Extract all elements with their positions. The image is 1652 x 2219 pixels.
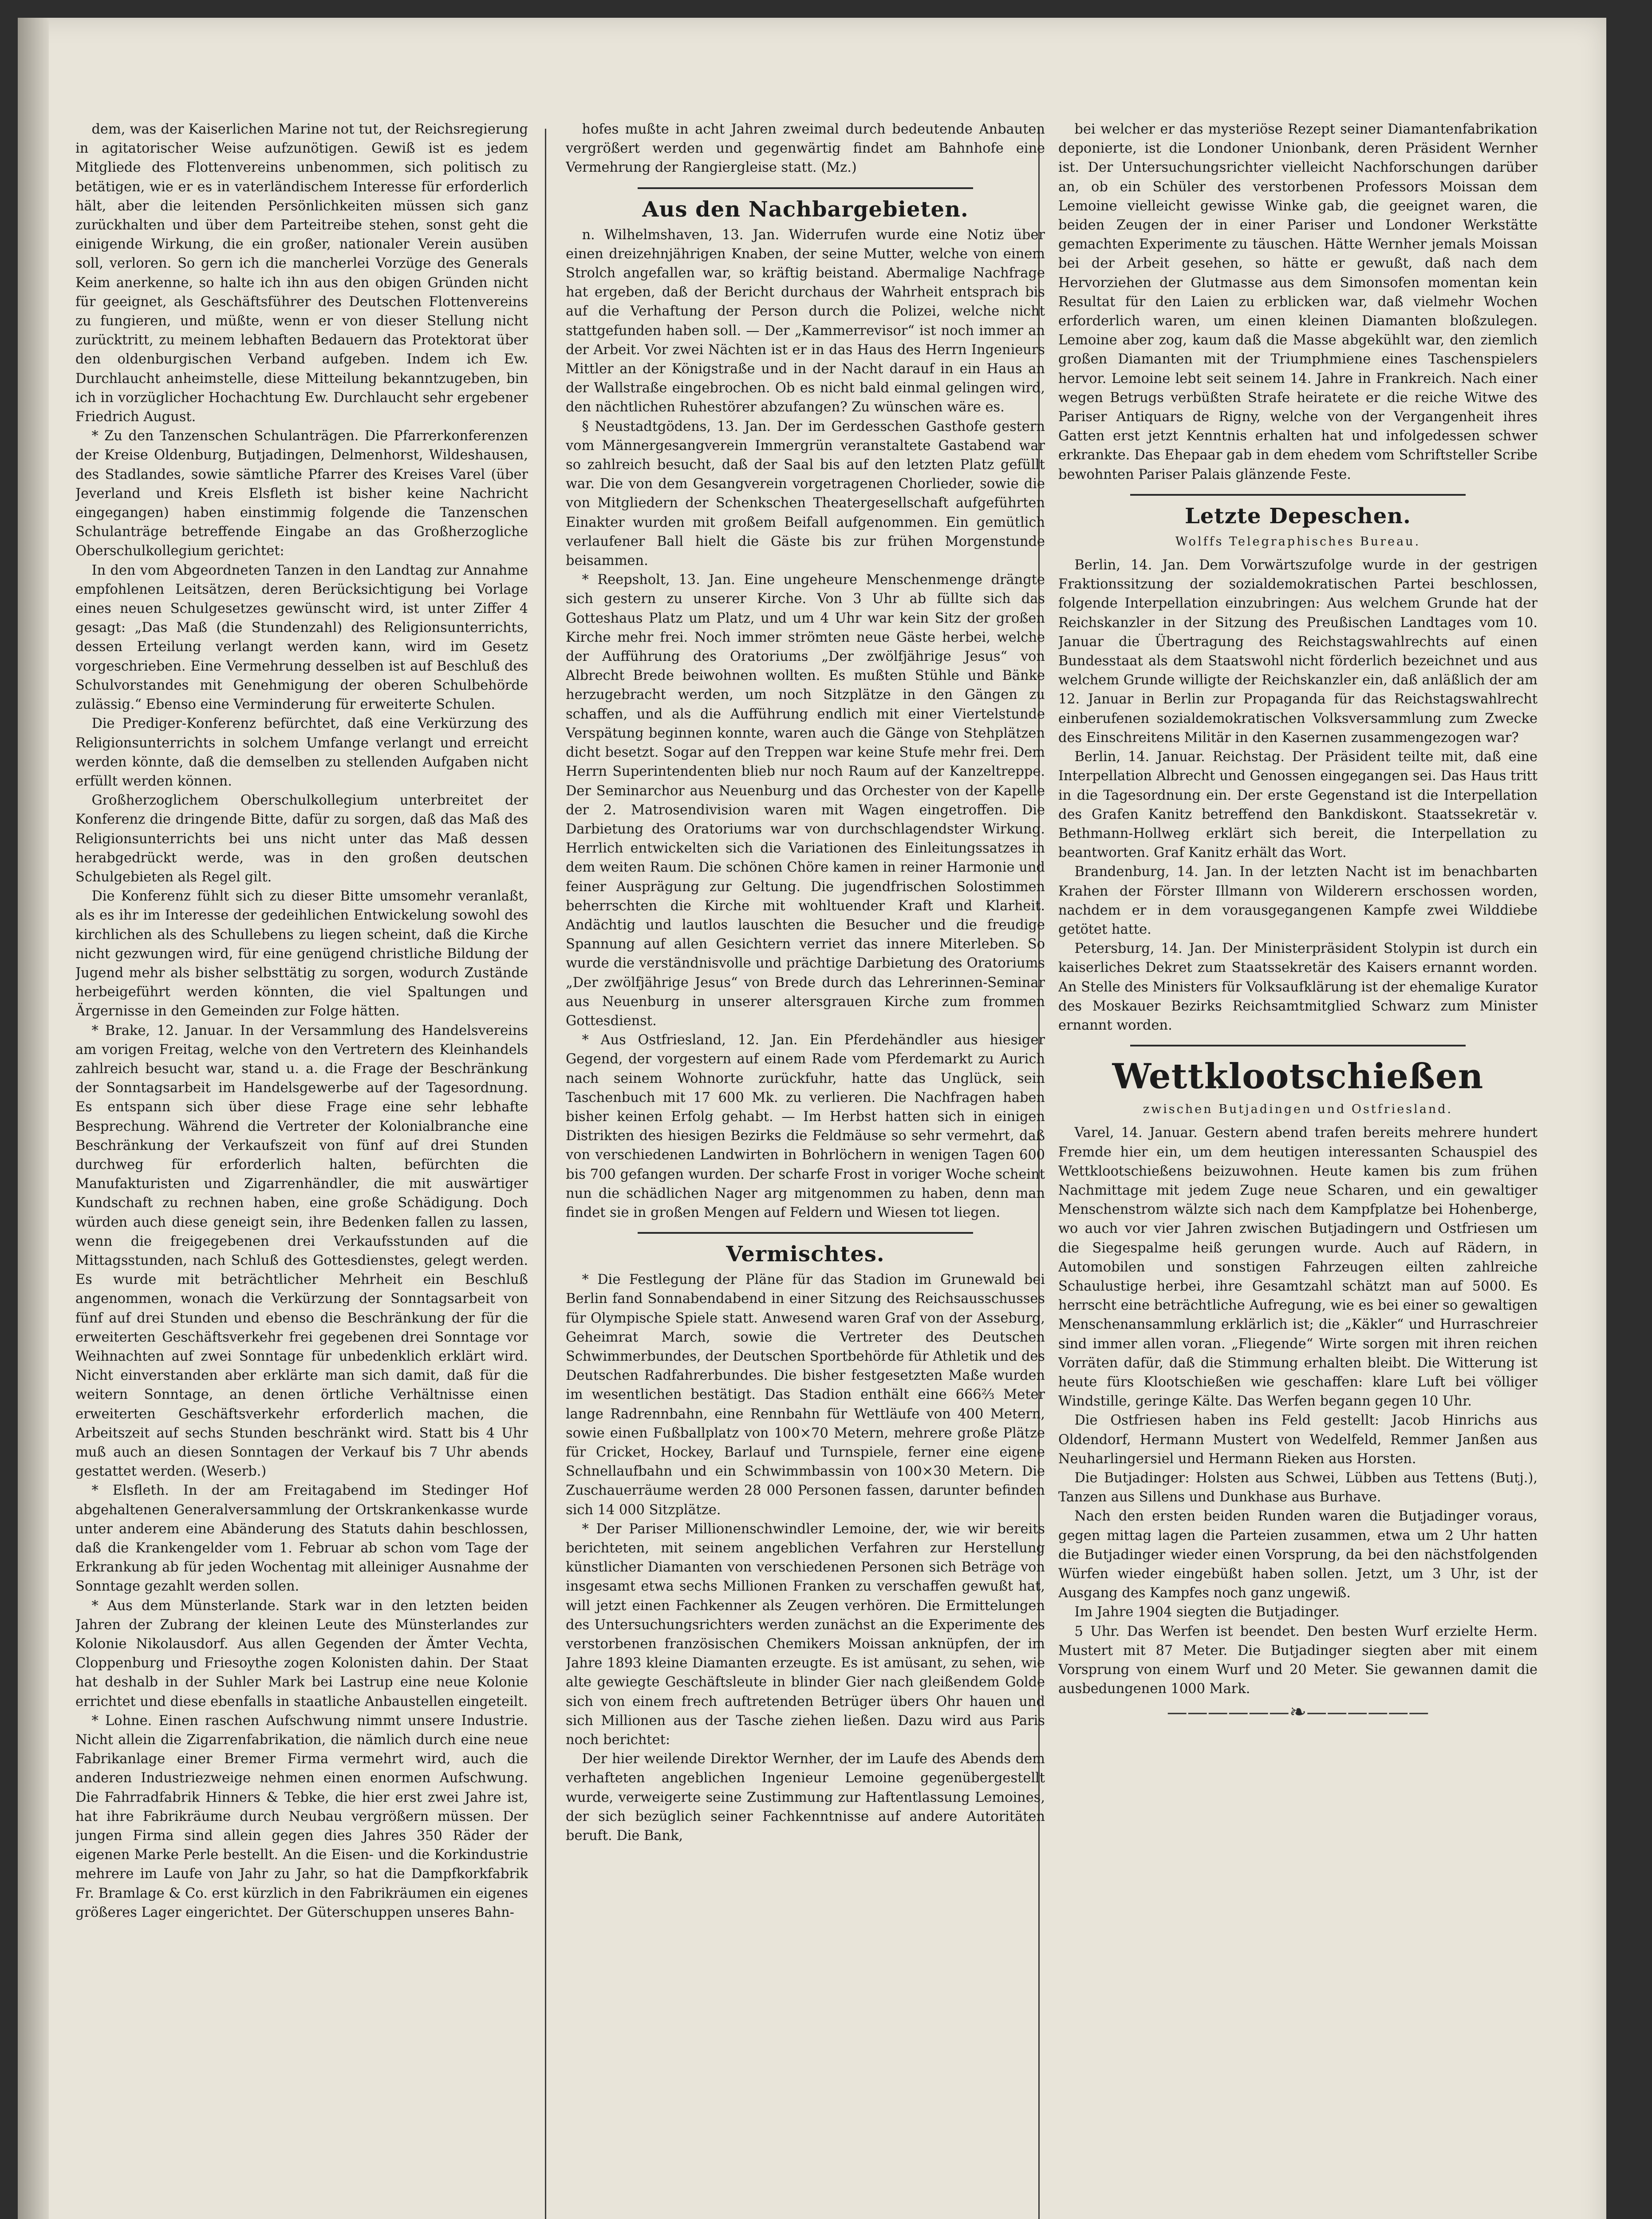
section-rule [1130, 494, 1466, 496]
article-paragraph: Nach den ersten beiden Runden waren die Butjadinger voraus, gegen mittag lagen die Parteien zusammen, etwa um 2 Uhr hatten die Butjadinger wieder einen Vorsprung, da bei den nächstfolgenden Würfen wieder eingebüßt haben sollen. Jetzt, um 3 Uhr, ist der Ausgang des Kampfes noch ganz ungewiß. [1058, 1508, 1538, 1601]
section-heading: Vermischtes. [726, 1242, 885, 1267]
article-paragraph: Im Jahre 1904 siegten die Butjadinger. [1074, 1604, 1340, 1620]
end-ornament: ——————❧—————— [1167, 1700, 1429, 1724]
article-paragraph: * Lohne. Einen raschen Aufschwung nimmt unsere Industrie. Nicht allein die Zigarrenfabrikation, die nämlich durch eine neue Fabrikanlage einer Bremer Firma vermehrt wird, auch die anderen Industriezweige nehmen einen enormen Aufschwung. Die Fahrradfabrik Hinners & Tebke, die hier erst zwei Jahre ist, hat ihre Fabrikräume durch Neubau vergrößern müssen. Der jungen Firma sind allein gegen dies Jahres 350 Räder der eigenen Marke Perle bestellt. An die Eisen- und die Korkindustrie mehrere im Laufe von Jahr zu Jahr, so hat die Dampfkorkfabrik Fr. Bramlage & Co. erst kürzlich in den Fabrikräumen ein eigenes größeres Lager eingerichtet. Der Güterschuppen unseres Bahn- [75, 1713, 528, 1920]
article-paragraph: 5 Uhr. Das Werfen ist beendet. Den besten Wurf erzielte Herm. Mustert mit 87 Meter. Die Butjadinger siegten aber mit einem Vorsprung von einem Wurf und 20 Meter. Sie gewannen damit die ausbedungenen 1000 Mark. [1058, 1623, 1538, 1697]
article-paragraph: hofes mußte in acht Jahren zweimal durch bedeutende Anbauten vergrößert werden und gegenwärtig findet am Bahnhofe eine Vermehrung der Rangiergleise statt. (Mz.) [566, 122, 1045, 176]
article-paragraph: Petersburg, 14. Jan. Der Ministerpräsident Stolypin ist durch ein kaiserliches Dekret zum Staatssekretär des Kaisers ernannt worden. An Stelle des Ministers für Volksaufklärung ist der ehemalige Kurator des Moskauer Bezirks Reichsamtmitglied Schwarz zum Minister ernannt worden. [1058, 941, 1538, 1033]
article-paragraph: dem, was der Kaiserlichen Marine not tut, der Reichsregierung in agitatorischer Weise aufzunötigen. Gewiß ist es jedem Mitgliede des Flottenvereins unbenommen, sich politisch zu betätigen, wie er es in vaterländischem Interesse für erforderlich hält, aber die leitenden Persönlichkeiten müssen sich ganz zurückhalten und über dem Parteitreibe stehen, sonst geht die einigende Wirkung, die ein großer, nationaler Verein ausüben soll, verloren. So gern ich die mancherlei Vorzüge des Generals Keim anerkenne, so halte ich ihn aus den obigen Gründen nicht für geeignet, als Geschäftsführer des Deutschen Flottenvereins zu fungieren, und müßte, wenn er von dieser Stellung nicht zurücktritt, zu meinem lebhaften Bedauern das Protektorat über den oldenburgischen Verband aufgeben. Indem ich Ew. Durchlaucht anheimstelle, diese Mitteilung bekanntzugeben, bin ich in vorzüglicher Hochachtung Ew. Durchlaucht sehr ergebener Friedrich August. [75, 122, 528, 425]
article-paragraph: In den vom Abgeordneten Tanzen in den Landtag zur Annahme empfohlenen Leitsätzen, deren Berücksichtigung bei Vorlage eines neuen Schulgesetzes gewünscht wird, ist unter Ziffer 4 gesagt: „Das Maß (die Stundenzahl) des Religionsunterrichts, dessen Erteilung verlangt werden kann, wird im Gesetz vorgeschrieben. Eine Vermehrung desselben ist auf Beschluß des Schulvorstandes mit Genehmigung der oberen Schulbehörde zulässig.“ Ebenso eine Verminderung für erweiterte Schulen. [75, 562, 528, 713]
section-rule [1130, 1045, 1466, 1046]
article-paragraph: * Der Pariser Millionenschwindler Lemoine, der, wie wir bereits berichteten, mit seinem angeblichen Verfahren zur Herstellung künstlicher Diamanten von verschiedenen Personen sich Beträge von insgesamt etwa sechs Millionen Franken zu verschaffen gewußt hat, will jetzt einen Fachkenner als Zeugen verhören. Die Ermittelungen des Untersuchungsrichters werden zunächst an die Experimente des verstorbenen französischen Chemikers Moissan anknüpfen, der im Jahre 1893 kleine Diamanten erzeugte. Es ist amüsant, zu sehen, wie alte gewiegte Geschäftsleute in blinder Gier nach gleißendem Golde sich von einem frech auftretenden Betrüger übers Ohr hauen und sich Millionen aus der Tasche ziehen ließen. Dazu wird aus Paris noch berichtet: [566, 1521, 1045, 1748]
newspaper-page [18, 18, 1606, 2219]
section-heading: Wettklootschießen [1112, 1056, 1484, 1097]
article-paragraph: Die Konferenz fühlt sich zu dieser Bitte umsomehr veranlaßt, als es ihr im Interesse der gedeihlichen Entwickelung sowohl des kirchlichen als des Schullebens zu liegen scheint, daß die Kirche nicht gezwungen wird, für eine genügend christliche Bildung der Jugend mehr als bisher selbsttätig zu sorgen, wodurch Zustände herbeigeführt werden könnten, die viel Spaltungen und Ärgernisse in den Gemeinden zur Folge hätten. [75, 888, 528, 1019]
article-paragraph: Der hier weilende Direktor Wernher, der im Laufe des Abends dem verhafteten angeblichen Ingenieur Lemoine gegenübergestellt wurde, verweigerte seine Zustimmung zur Haftentlassung Lemoines, der sich bezüglich seiner Fachkenntnisse auf andere Autoritäten beruft. Die Bank, [566, 1751, 1045, 1844]
article-paragraph: Berlin, 14. Januar. Reichstag. Der Präsident teilte mit, daß eine Interpellation Albrecht und Genossen eingegangen sei. Das Haus tritt in die Tagesordnung ein. Der erste Gegenstand ist die Interpellation des Grafen Kanitz betreffend den Bankdiskont. Staatssekretär v. Bethmann-Hollweg erklärt sich bereit, die Interpellation zu beantworten. Graf Kanitz erhält das Wort. [1058, 749, 1538, 861]
section-heading: Letzte Depeschen. [1185, 503, 1411, 529]
section-rule [638, 1232, 973, 1234]
article-paragraph: Großherzoglichem Oberschulkollegium unterbreitet der Konferenz die dringende Bitte, dafür zu sorgen, daß das Maß des Religionsunterrichts bei uns nicht unter das Maß dessen herabgedrückt werde, was in den großen deutschen Schulgebieten als Regel gilt. [75, 793, 528, 885]
section-heading: Aus den Nachbargebieten. [642, 197, 969, 222]
article-paragraph: Brandenburg, 14. Jan. In der letzten Nacht ist im benachbarten Krahen der Förster Illmann von Wilderern erschossen worden, nachdem er in dem vorausgegangenen Kampfe zwei Wilddiebe getötet hatte. [1058, 864, 1538, 937]
article-paragraph: n. Wilhelmshaven, 13. Jan. Widerrufen wurde eine Notiz über einen dreizehnjährigen Knaben, der seine Mutter, welche von einem Strolch angefallen war, so kräftig beistand. Abermalige Nachfrage hat ergeben, daß der Bericht durchaus der Wahrheit entsprach bis auf die Verhaftung der Person durch die Polizei, welche nicht stattgefunden haben soll. — Der „Kammerrevisor“ ist noch immer an der Arbeit. Vor zwei Nächten ist er in das Haus des Herrn Ingenieurs Mittler an der Königstraße und in der Nacht darauf in ein Haus an der Wallstraße eingebrochen. Ob es nicht bald einmal gelingen wird, den nächtlichen Ruhestörer abzufangen? Zu wünschen wäre es. [566, 227, 1045, 415]
article-paragraph: bei welcher er das mysteriöse Rezept seiner Diamantenfabrikation deponierte, ist die Londoner Unionbank, deren Präsident Wernher ist. Der Untersuchungsrichter vielleicht Nachforschungen darüber an, ob ein Schüler des verstorbenen Professors Moissan dem Lemoine vielleicht gewisse Winke gab, die geeignet waren, die beiden Zeugen der in einer Pariser und Londoner Werkstätte gemachten Experimente zu täuschen. Hätte Wernher jemals Moissan bei der Arbeit gesehen, so hätte er gewußt, daß nach dem Hervorziehen der Glutmasse aus dem Simonsofen momentan kein Resultat für den Laien zu erblicken war, daß vielmehr Wochen erforderlich waren, um einen kleinen Diamanten bloßzulegen. Lemoine aber zog, kaum daß die Masse abgekühlt war, den ziemlich großen Diamanten mit der Triumphmiene eines Taschenspielers hervor. Lemoine lebt seit seinem 14. Jahre in Frankreich. Nach einer wegen Betrugs verbüßten Strafe heiratete er die reiche Witwe des Pariser Antiquars de Rigny, welche von der Vergangenheit ihres Gatten erst jetzt Kenntnis erhalten hat und infolgedessen schwer erkrankte. Das Ehepaar gab in dem ehedem vom Schriftsteller Scribe bewohnten Pariser Palais glänzende Feste. [1058, 122, 1538, 482]
column-right [1058, 120, 1538, 2219]
column-middle [566, 120, 1045, 2219]
article-paragraph: * Elsfleth. In der am Freitagabend im Stedinger Hof abgehaltenen Generalversammlung der Ortskrankenkasse wurde unter anderem eine Abänderung des Statuts dahin beschlossen, daß die Krankengelder vom 1. Februar ab schon vom Tage der Erkrankung ab für jeden Wochentag mit alleiniger Ausnahme der Sonntage gezahlt werden sollen. [75, 1483, 528, 1595]
article-paragraph: * Zu den Tanzenschen Schulanträgen. Die Pfarrerkonferenzen der Kreise Oldenburg, Butjadingen, Delmenhorst, Wildeshausen, des Stadlandes, sowie sämtliche Pfarrer des Kreises Varel (über Jeverland und Kreis Elsfleth ist bisher keine Nachricht eingegangen) haben einstimmig folgende die Tanzenschen Schulanträge betreffende Eingabe an das Großherzogliche Oberschulkollegium gerichtet: [75, 428, 528, 559]
column-left [75, 120, 528, 2219]
section-rule [638, 187, 973, 189]
article-paragraph: * Die Festlegung der Pläne für das Stadion im Grunewald bei Berlin fand Sonnabendabend in einer Sitzung des Reichsausschusses für Olympische Spiele statt. Anwesend waren Graf von der Asseburg, Geheimrat March, sowie die Vertreter des Deutschen Schwimmerbundes, der Deutschen Sportbehörde für Athletik und des Deutschen Radfahrerbundes. Die bisher festgesetzten Maße wurden im wesentlichen bestätigt. Das Stadion enthält eine 666⅔ Meter lange Radrennbahn, eine Rennbahn für Wettläufe von 400 Metern, sowie einen Fußballplatz von 100×70 Metern, mehrere große Plätze für Cricket, Hockey, Barlauf und Turnspiele, ferner eine eigene Schnellaufbahn und ein Schwimmbassin von 100×30 Metern. Die Zuschauerräume werden 28 000 Personen fassen, darunter befinden sich 14 000 Sitzplätze. [566, 1272, 1045, 1518]
article-paragraph: Berlin, 14. Jan. Dem Vorwärtszufolge wurde in der gestrigen Fraktionssitzung der sozialdemokratischen Partei beschlossen, folgende Interpellation einzubringen: Aus welchem Grunde hat der Reichskanzler in der Sitzung des Preußischen Landtages vom 10. Januar die Übertragung des Reichstagswahlrechts auf einen Bundesstaat als dem Staatswohl nicht förderlich bezeichnet und aus welchem Grunde willigte der Reichskanzler ein, daß anläßlich der am 12. Januar in Berlin zur Propaganda für das Reichstagswahlrecht einberufenen sozialdemokratischen Volksversammlung zum Zwecke des Einschreitens Militär in den Kasernen zusammengezogen war? [1058, 557, 1538, 746]
article-paragraph: Varel, 14. Januar. Gestern abend trafen bereits mehrere hundert Fremde hier ein, um dem heutigen interessanten Schauspiel des Wettklootschießens beizuwohnen. Heute kamen bis zum frühen Nachmittage mit jedem Zuge neue Scharen, und ein gewaltiger Menschenstrom wälzte sich nach dem Kampfplatze bei Hohenberge, wo auch vor vier Jahren zwischen Butjadingern und Ostfriesen um die Siegespalme heiß gerungen wurde. Auch auf Rädern, in Automobilen und sonstigen Fahrzeugen eilten zahlreiche Schaulustige herbei, ihre Gesamtzahl schätzt man auf 5000. Es herrscht eine beträchtliche Aufregung, wie es bei einer so gewaltigen Menschenansammlung erklärlich ist; die „Käkler“ und Hurraschreier sind immer allen voran. „Fliegende“ Wirte sorgen mit ihren reichen Vorräten dafür, daß die Stimmung erhalten bleibt. Die Witterung ist heute fürs Klootschießen wie geschaffen: klare Luft bei völliger Windstille, geringe Kälte. Das Werfen begann gegen 10 Uhr. [1058, 1125, 1538, 1410]
article-paragraph: * Brake, 12. Januar. In der Versammlung des Handelsvereins am vorigen Freitag, welche von den Vertretern des Kleinhandels zahlreich besucht war, stand u. a. die Frage der Beschränkung der Sonntagsarbeit im Handelsgewerbe auf der Tagesordnung. Es entspann sich über diese Frage eine sehr lebhafte Besprechung. Während die Vertreter der Kolonialbranche eine Beschränkung der Verkaufszeit von fünf auf drei Stunden durchweg für erforderlich halten, befürchten die Manufakturisten und Zigarrenhändler, die mit auswärtiger Kundschaft zu rechnen haben, eine große Schädigung. Doch würden auch diese geneigt sein, ihre Bedenken fallen zu lassen, wenn die freigegebenen drei Verkaufsstunden auf die Mittagsstunden, nach Schluß des Gottesdienstes, gelegt werden. Es wurde mit beträchtlicher Mehrheit ein Beschluß angenommen, wonach die Verkürzung der Sonntagsarbeit von fünf auf drei Stunden und ebenso die Beschränkung der für die erweiterten Geschäftsverkehr frei gegebenen drei Sonntage vor Weihnachten auf zwei Sonntage für unbedenklich erklärt wird. Nicht einverstanden aber erklärte man sich damit, daß für die weitern Sonntage, an denen örtliche Verhältnisse einen erweiterten Geschäftsverkehr erforderlich machen, die Arbeitszeit auf sechs Stunden beschränkt wird. Statt bis 4 Uhr muß auch an diesen Sonntagen der Verkauf bis 7 Uhr abends gestattet werden. (Weserb.) [75, 1023, 528, 1480]
article-paragraph: § Neustadtgödens, 13. Jan. Der im Gerdesschen Gasthofe gestern vom Männergesangverein Immergrün veranstaltete Gastabend war so zahlreich besucht, daß der Saal bis auf den letzten Platz gefüllt war. Die von dem Gesangverein vorgetragenen Chorlieder, sowie die von Mitgliedern der Schenkschen Theatergesellschaft aufgeführten Einakter wurden mit großem Beifall aufgenommen. Ein gemütlich verlaufener Ball hielt die Gäste bis zur frühen Morgenstunde beisammen. [566, 419, 1045, 569]
article-paragraph: * Aus dem Münsterlande. Stark war in den letzten beiden Jahren der Zubrang der kleinen Leute des Münsterlandes zur Kolonie Nikolausdorf. Aus allen Gegenden der Ämter Vechta, Cloppenburg und Friesoythe zogen Kolonisten dahin. Der Staat hat deshalb in der Suhler Mark bei Lastrup eine neue Kolonie errichtet und diese ebenfalls in staatliche Anbaustellen eingeteilt. [75, 1598, 528, 1710]
article-paragraph: Die Prediger-Konferenz befürchtet, daß eine Verkürzung des Religionsunterrichts in solchem Umfange verlangt und erreicht werden könnte, daß die demselben zu stellenden Aufgaben nicht erfüllt werden können. [75, 716, 528, 789]
page-edge-shadow [18, 18, 49, 2219]
column-divider [545, 129, 546, 2219]
article-paragraph: Die Ostfriesen haben ins Feld gestellt: Jacob Hinrichs aus Oldendorf, Hermann Mustert von Wedelfeld, Remmer Janßen aus Neuharlingersiel und Hermann Rieken aus Horsten. [1058, 1413, 1538, 1467]
section-subheading: Wolffs Telegraphisches Bureau. [1175, 534, 1421, 549]
article-paragraph: * Reepsholt, 13. Jan. Eine ungeheure Menschenmenge drängte sich gestern zu unserer Kirche. Von 3 Uhr ab füllte sich das Gotteshaus Platz um Platz, und um 4 Uhr war kein Sitz der großen Kirche mehr frei. Noch immer strömten neue Gäste herbei, welche der Aufführung des Oratoriums „Der zwölfjährige Jesus“ von Albrecht Brede beiwohnen wollten. Es mußten Stühle und Bänke herzugebracht werden, um noch Sitzplätze in den Gängen zu schaffen, und als die Aufführung endlich mit einer Viertelstunde Verspätung beginnen konnte, waren auch die Gänge von Stehplätzen dicht besetzt. Sogar auf den Treppen war keine Stufe mehr frei. Dem Herrn Superintendenten blieb nur noch Raum auf der Kanzeltreppe. Der Seminarchor aus Neuenburg und das Orchester von der Kapelle der 2. Matrosendivision waren mit Wagen eingetroffen. Die Darbietung des Oratoriums war von durchschlagendster Wirkung. Herrlich entwickelten sich die Variationen des Einleitungssatzes in dem weiten Raum. Die schönen Chöre kamen in reiner Harmonie und feiner Ausprägung zur Geltung. Die jugendfrischen Solostimmen beherrschten die Kirche mit wohltuender Kraft und Klarheit. Andächtig und lautlos lauschten die Besucher und die freudige Spannung auf allen Gesichtern verriet das innere Miterleben. So wurde die verständnisvolle und prächtige Darbietung des Oratoriums „Der zwölfjährige Jesus“ von Brede durch das Lehrerinnen-Seminar aus Neuenburg in unserer altersgrauen Kirche zum frommen Gottesdienst. [566, 572, 1045, 1029]
article-paragraph: Die Butjadinger: Holsten aus Schwei, Lübben aus Tettens (Butj.), Tanzen aus Sillens und Dunkhase aus Burhave. [1058, 1470, 1538, 1505]
section-subheading: zwischen Butjadingen und Ostfriesland. [1143, 1102, 1453, 1117]
article-paragraph: * Aus Ostfriesland, 12. Jan. Ein Pferdehändler aus hiesiger Gegend, der vorgestern auf einem Rade vom Pferdemarkt zu Aurich nach seinem Wohnorte zurückfuhr, hatte das Unglück, sein Taschenbuch mit 17 600 Mk. zu verlieren. Die Nachfragen haben bisher keinen Erfolg gehabt. — Im Herbst hatten sich in einigen Distrikten des hiesigen Bezirks die Feldmäuse so sehr vermehrt, daß von verschiedenen Landwirten in Bohrlöchern in wenigen Tagen 600 bis 700 gefangen wurden. Der scharfe Frost in voriger Woche scheint nun die schädlichen Nager arg mitgenommen zu haben, denn man findet sie in großen Mengen auf Feldern und Wiesen tot liegen. [566, 1032, 1045, 1220]
